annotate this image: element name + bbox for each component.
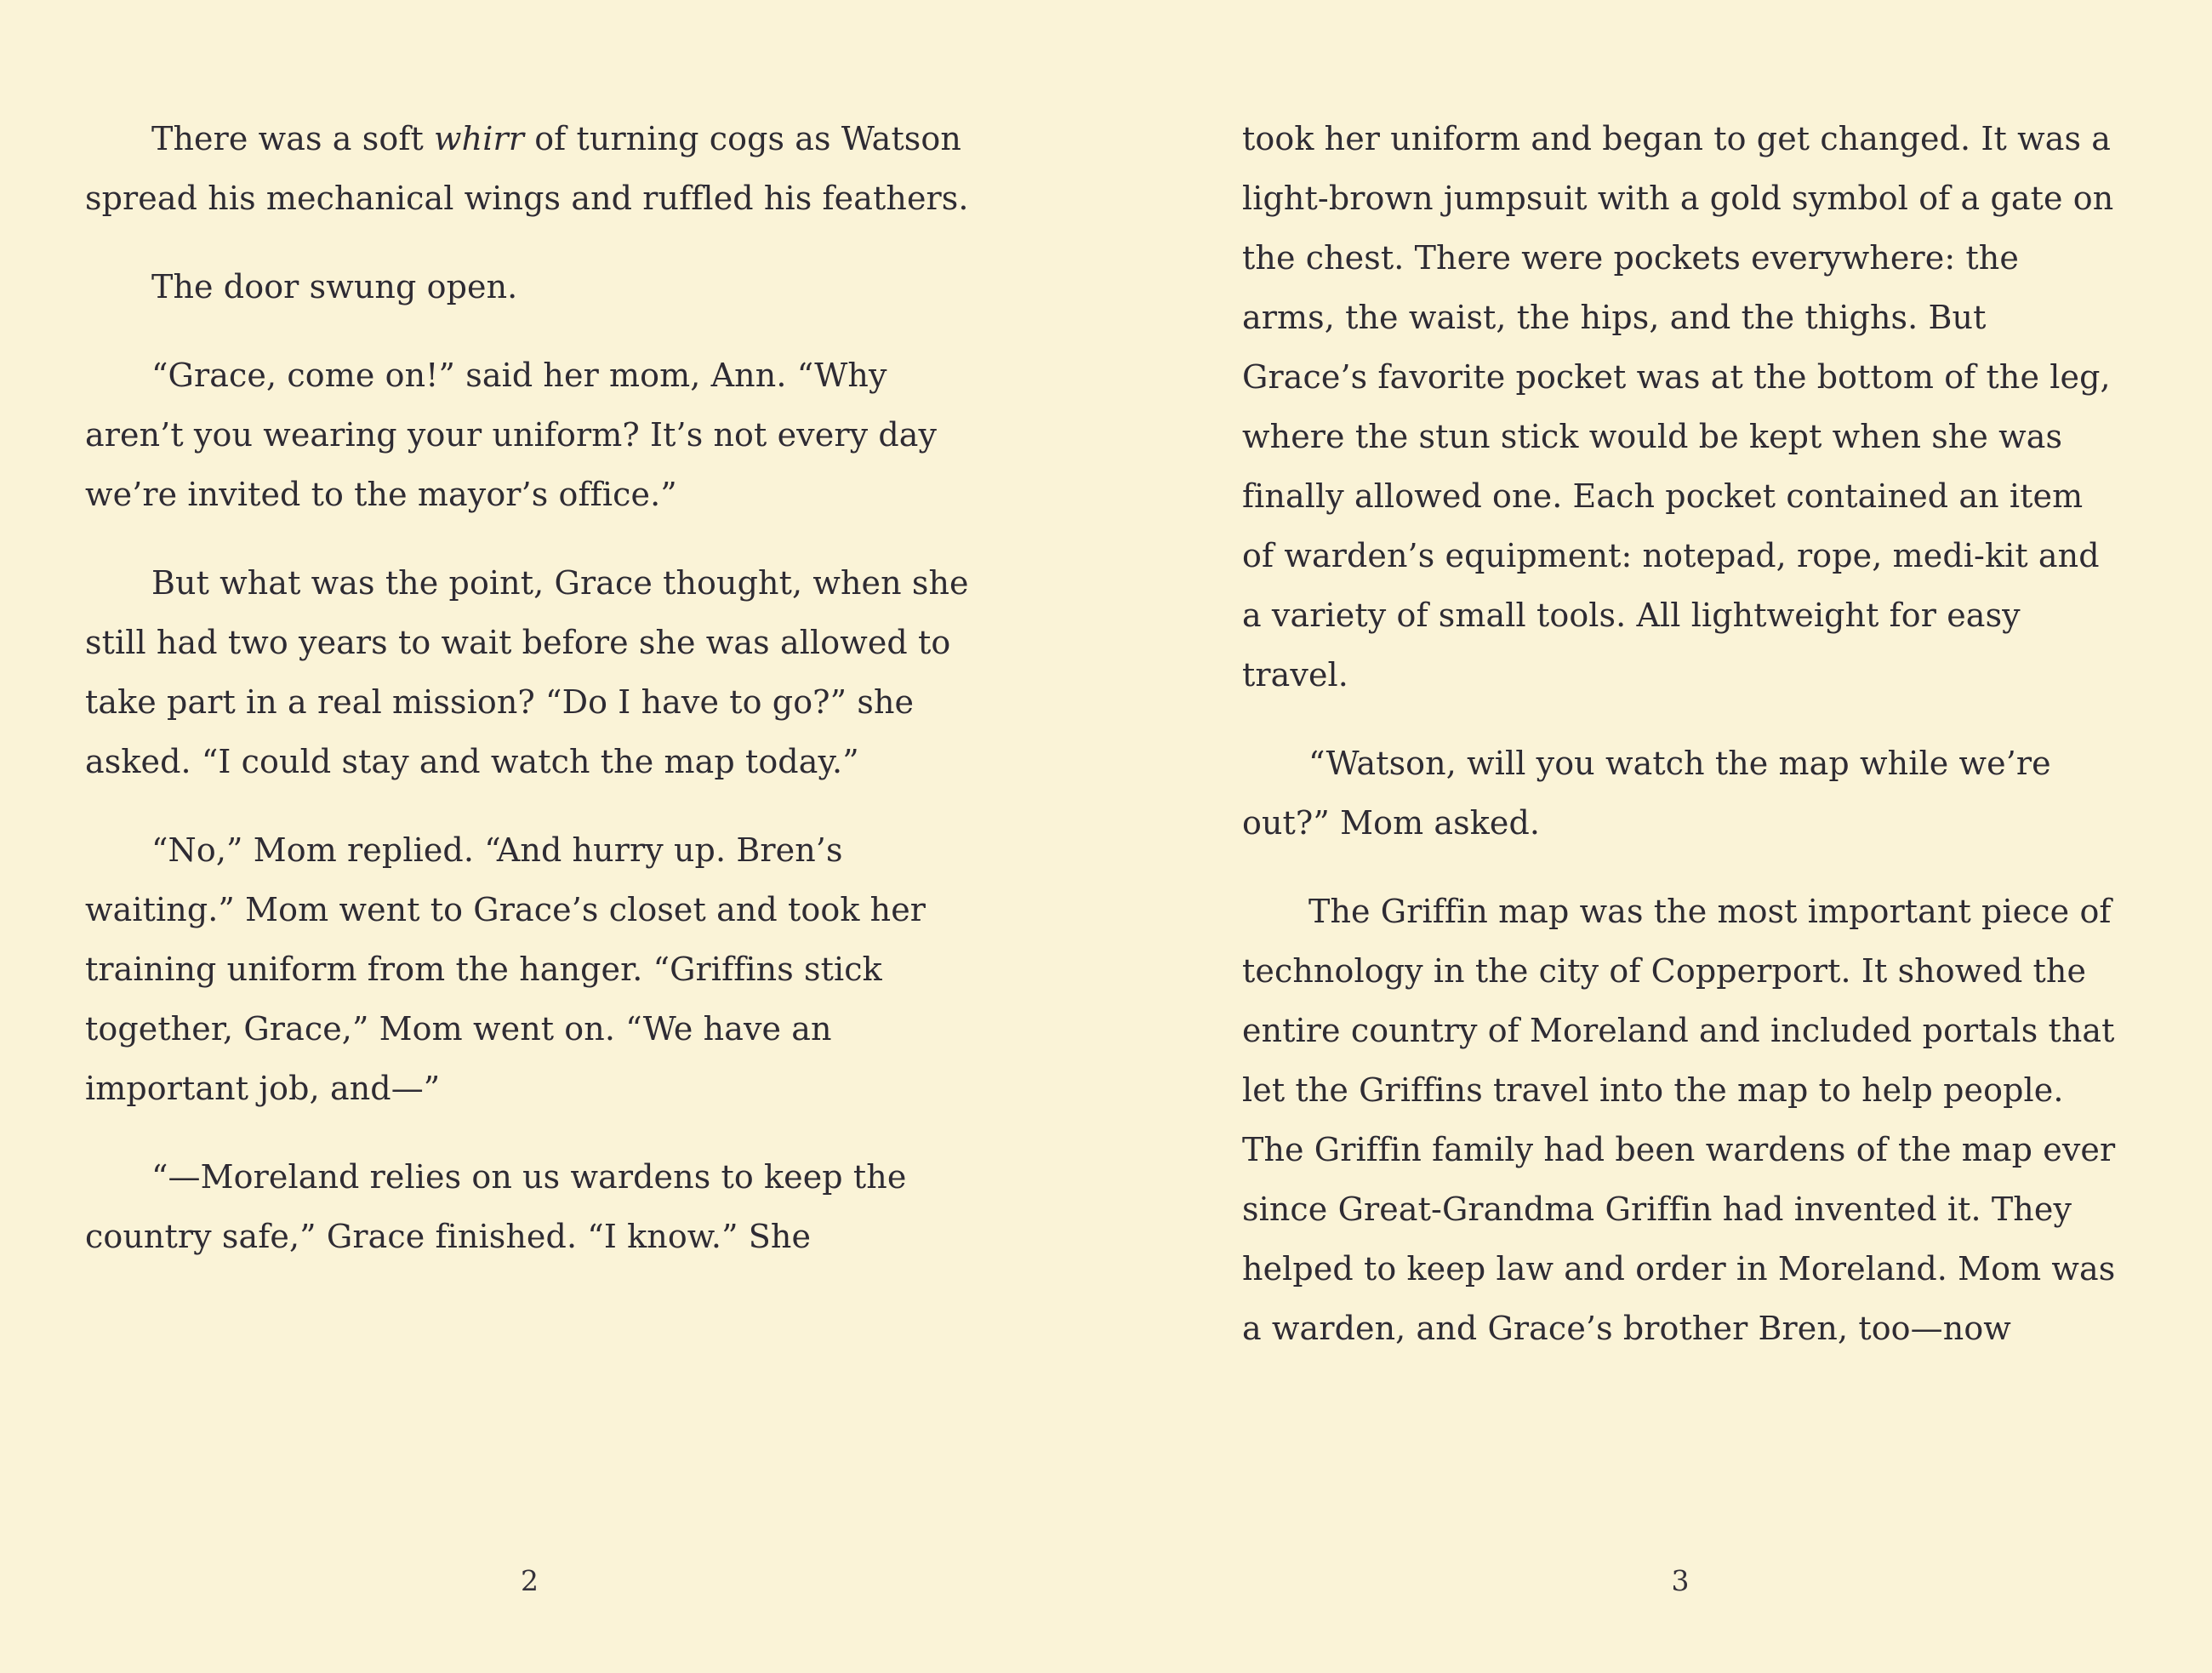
paragraph: “Watson, will you watch the map while we’re out?” Mom asked. [1242, 745, 2051, 842]
paragraph: The door swung open. [151, 268, 518, 305]
page-right-text-column [1242, 109, 2118, 1358]
paragraph: “—Moreland relies on us wardens to keep the country safe,” Grace finished. “I know.” She [85, 1158, 907, 1255]
paragraph: “No,” Mom replied. “And hurry up. Bren’s waiting.” Mom went to Grace’s closet and took her training uniform from the hanger. “Griffins stick together, Grace,” Mom went on. “We have an important job, and—” [85, 831, 926, 1107]
paragraph-run-italic: whirr [434, 120, 525, 157]
paragraph: took her uniform and began to get changed. It was a light-brown jumpsuit with a gold symbol of a gate on the chest. There were pockets everywhere: the arms, the waist, the hips, and the thighs. But Grace’s favorite pocket was at the bottom of the leg, where the stun stick would be kept when she was finally allowed one. Each pocket contained an item of warden’s equipment: notepad, rope, medi-kit and a variety of small tools. All lightweight for easy travel. [1242, 120, 2114, 694]
paragraph: “Grace, come on!” said her mom, Ann. “Why aren’t you wearing your uniform? It’s not every day we’re invited to the mayor’s office.” [85, 357, 938, 513]
page-number-right: 3 [1671, 1564, 1690, 1597]
page-left-text-column [85, 109, 974, 1266]
paragraph-run: There was a soft [151, 120, 435, 157]
paragraph [85, 109, 974, 228]
paragraph: But what was the point, Grace thought, when she still had two years to wait before she was allowed to take part in a real mission? “Do I have to go?” she asked. “I could stay and watch the map today.” [85, 564, 969, 780]
paragraph: The Griffin map was the most important piece of technology in the city of Copperport. It showed the entire country of Moreland and included portals that let the Griffins travel into the map to help people. The Griffin family had been wardens of the map ever since Great-Grandma Griffin had invented it. They helped to keep law and order in Moreland. Mom was a warden, and Grace’s brother Bren, too—now [1242, 893, 2116, 1347]
page-right [1106, 0, 2212, 1673]
paragraph-run: of turning cogs as Watson spread his mechanical wings and ruffled his feathers. [85, 120, 969, 217]
page-number-left: 2 [521, 1564, 539, 1597]
